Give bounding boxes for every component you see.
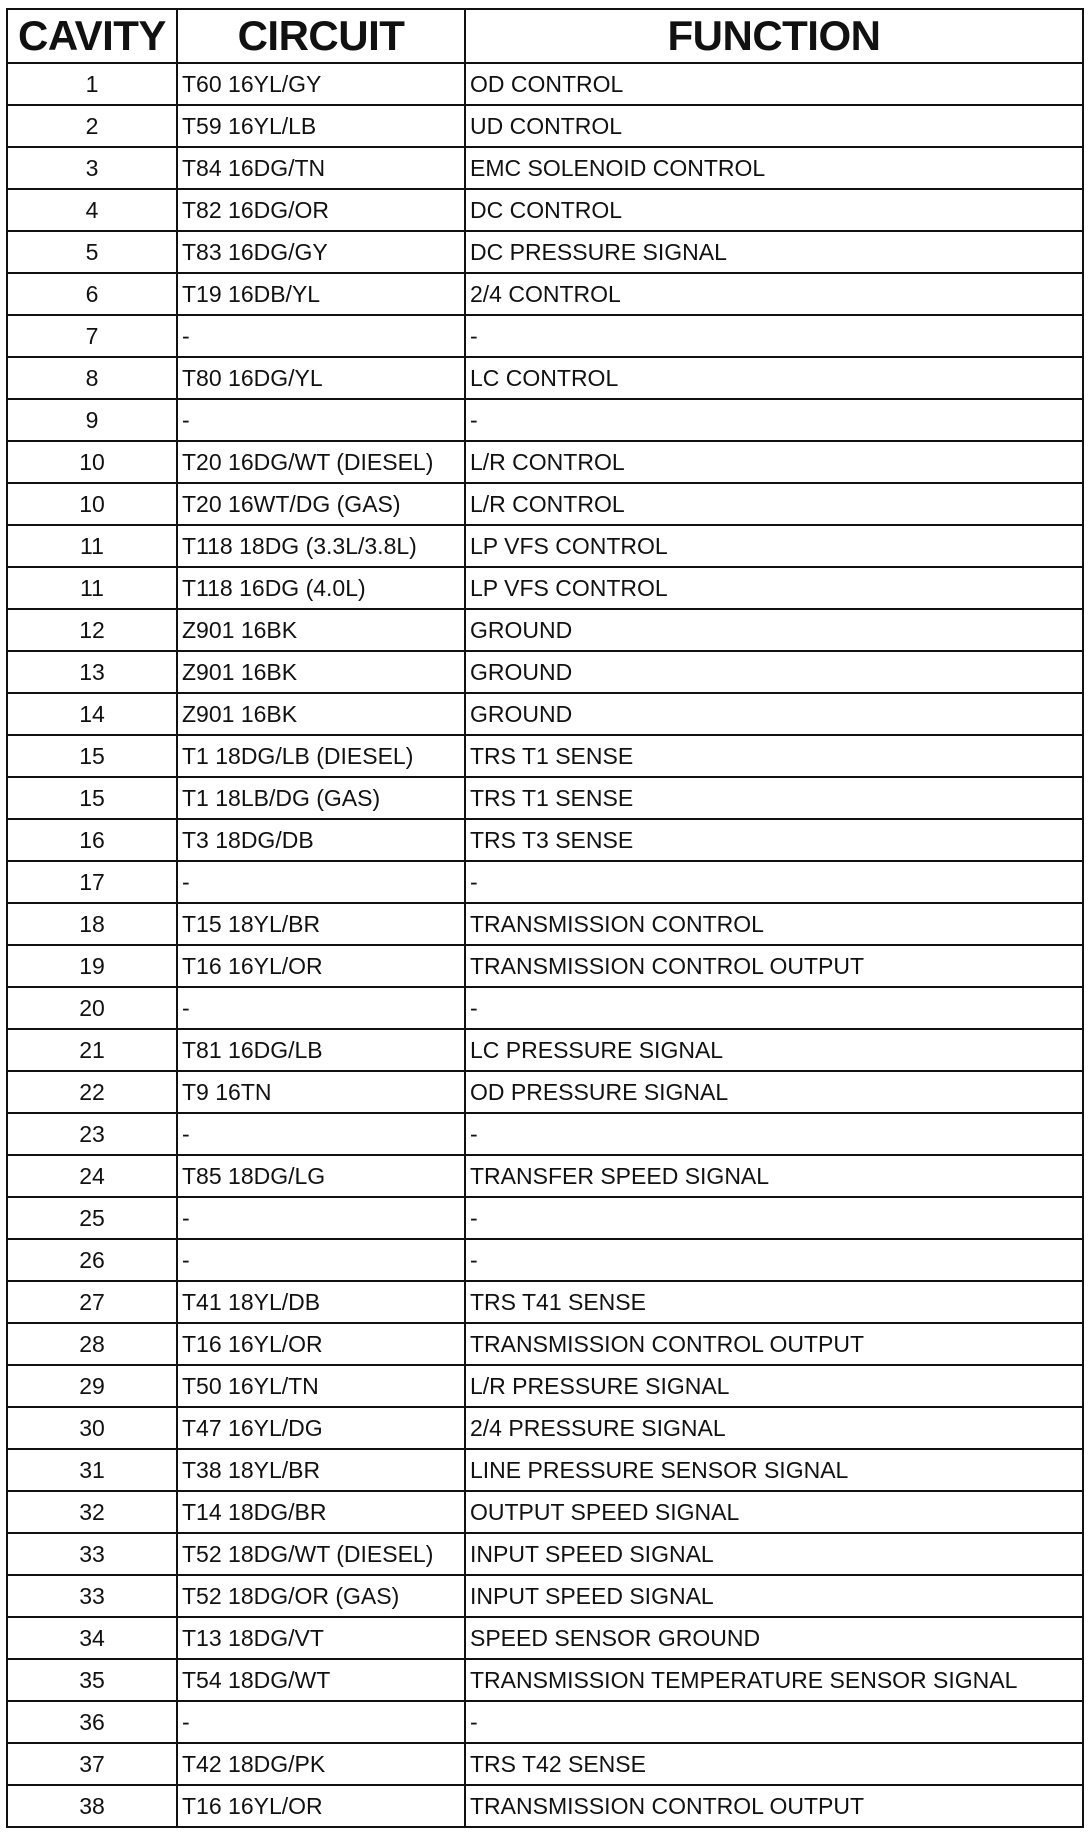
cavity-cell: 19: [7, 945, 177, 987]
circuit-cell: T118 16DG (4.0L): [177, 567, 465, 609]
circuit-cell: T1 18DG/LB (DIESEL): [177, 735, 465, 777]
function-cell: INPUT SPEED SIGNAL: [465, 1575, 1083, 1617]
table-row: [7, 1155, 1083, 1197]
cavity-cell: 23: [7, 1113, 177, 1155]
cavity-cell: 37: [7, 1743, 177, 1785]
circuit-cell: -: [177, 1197, 465, 1239]
circuit-cell: T14 18DG/BR: [177, 1491, 465, 1533]
table-row: [7, 105, 1083, 147]
function-cell: 2/4 CONTROL: [465, 273, 1083, 315]
table-row: [7, 483, 1083, 525]
circuit-cell: T16 16YL/OR: [177, 1323, 465, 1365]
function-cell: UD CONTROL: [465, 105, 1083, 147]
circuit-cell: Z901 16BK: [177, 693, 465, 735]
cavity-cell: 31: [7, 1449, 177, 1491]
pinout-table: [6, 8, 1084, 1828]
circuit-cell: T52 18DG/WT (DIESEL): [177, 1533, 465, 1575]
table-row: [7, 231, 1083, 273]
table-row: [7, 1533, 1083, 1575]
cavity-cell: 2: [7, 105, 177, 147]
function-cell: TRANSMISSION CONTROL OUTPUT: [465, 1785, 1083, 1827]
cavity-cell: 15: [7, 777, 177, 819]
cavity-cell: 6: [7, 273, 177, 315]
function-cell: TRANSMISSION CONTROL: [465, 903, 1083, 945]
circuit-cell: T84 16DG/TN: [177, 147, 465, 189]
circuit-cell: T13 18DG/VT: [177, 1617, 465, 1659]
cavity-cell: 36: [7, 1701, 177, 1743]
circuit-cell: T16 16YL/OR: [177, 1785, 465, 1827]
table-row: [7, 1407, 1083, 1449]
table-row: [7, 903, 1083, 945]
connector-pinout-sheet: [6, 8, 1082, 1828]
table-row: [7, 1659, 1083, 1701]
function-cell: GROUND: [465, 693, 1083, 735]
function-cell: -: [465, 1239, 1083, 1281]
circuit-cell: T52 18DG/OR (GAS): [177, 1575, 465, 1617]
circuit-cell: T41 18YL/DB: [177, 1281, 465, 1323]
function-cell: OUTPUT SPEED SIGNAL: [465, 1491, 1083, 1533]
table-row: [7, 1281, 1083, 1323]
table-row: [7, 693, 1083, 735]
cavity-cell: 13: [7, 651, 177, 693]
circuit-cell: T60 16YL/GY: [177, 63, 465, 105]
function-cell: -: [465, 1701, 1083, 1743]
cavity-cell: 26: [7, 1239, 177, 1281]
table-row: [7, 1449, 1083, 1491]
table-row: [7, 1323, 1083, 1365]
cavity-cell: 9: [7, 399, 177, 441]
table-row: [7, 357, 1083, 399]
table-row: [7, 987, 1083, 1029]
circuit-column-header: CIRCUIT: [177, 9, 465, 63]
cavity-cell: 27: [7, 1281, 177, 1323]
circuit-cell: T85 18DG/LG: [177, 1155, 465, 1197]
cavity-cell: 25: [7, 1197, 177, 1239]
cavity-cell: 28: [7, 1323, 177, 1365]
cavity-cell: 16: [7, 819, 177, 861]
cavity-cell: 10: [7, 441, 177, 483]
cavity-cell: 22: [7, 1071, 177, 1113]
function-cell: GROUND: [465, 651, 1083, 693]
circuit-cell: T16 16YL/OR: [177, 945, 465, 987]
function-cell: LC PRESSURE SIGNAL: [465, 1029, 1083, 1071]
table-row: [7, 861, 1083, 903]
cavity-cell: 17: [7, 861, 177, 903]
table-row: [7, 1029, 1083, 1071]
cavity-cell: 11: [7, 567, 177, 609]
circuit-cell: T15 18YL/BR: [177, 903, 465, 945]
circuit-cell: T82 16DG/OR: [177, 189, 465, 231]
table-row: [7, 945, 1083, 987]
function-cell: -: [465, 1113, 1083, 1155]
cavity-column-header: CAVITY: [7, 9, 177, 63]
table-row: [7, 777, 1083, 819]
table-row: [7, 1239, 1083, 1281]
circuit-cell: T50 16YL/TN: [177, 1365, 465, 1407]
cavity-cell: 29: [7, 1365, 177, 1407]
function-cell: OD PRESSURE SIGNAL: [465, 1071, 1083, 1113]
table-row: [7, 735, 1083, 777]
function-cell: TRS T1 SENSE: [465, 735, 1083, 777]
circuit-cell: -: [177, 1239, 465, 1281]
circuit-cell: T83 16DG/GY: [177, 231, 465, 273]
function-cell: TRANSMISSION CONTROL OUTPUT: [465, 1323, 1083, 1365]
function-cell: 2/4 PRESSURE SIGNAL: [465, 1407, 1083, 1449]
function-cell: -: [465, 399, 1083, 441]
function-cell: DC PRESSURE SIGNAL: [465, 231, 1083, 273]
cavity-cell: 11: [7, 525, 177, 567]
function-cell: LC CONTROL: [465, 357, 1083, 399]
function-cell: LINE PRESSURE SENSOR SIGNAL: [465, 1449, 1083, 1491]
table-row: [7, 1617, 1083, 1659]
function-cell: L/R CONTROL: [465, 483, 1083, 525]
circuit-cell: T81 16DG/LB: [177, 1029, 465, 1071]
circuit-cell: T54 18DG/WT: [177, 1659, 465, 1701]
function-cell: TRANSFER SPEED SIGNAL: [465, 1155, 1083, 1197]
function-cell: SPEED SENSOR GROUND: [465, 1617, 1083, 1659]
circuit-cell: Z901 16BK: [177, 651, 465, 693]
circuit-cell: T19 16DB/YL: [177, 273, 465, 315]
cavity-cell: 24: [7, 1155, 177, 1197]
function-cell: INPUT SPEED SIGNAL: [465, 1533, 1083, 1575]
cavity-cell: 30: [7, 1407, 177, 1449]
function-cell: OD CONTROL: [465, 63, 1083, 105]
circuit-cell: Z901 16BK: [177, 609, 465, 651]
cavity-cell: 33: [7, 1533, 177, 1575]
function-cell: -: [465, 315, 1083, 357]
table-row: [7, 1785, 1083, 1827]
function-cell: EMC SOLENOID CONTROL: [465, 147, 1083, 189]
circuit-cell: T1 18LB/DG (GAS): [177, 777, 465, 819]
circuit-cell: T20 16DG/WT (DIESEL): [177, 441, 465, 483]
table-row: [7, 1071, 1083, 1113]
function-cell: TRANSMISSION CONTROL OUTPUT: [465, 945, 1083, 987]
table-row: [7, 441, 1083, 483]
table-header: [7, 9, 1083, 63]
table-row: [7, 651, 1083, 693]
cavity-cell: 10: [7, 483, 177, 525]
table-row: [7, 189, 1083, 231]
table-row: [7, 1197, 1083, 1239]
circuit-cell: -: [177, 1113, 465, 1155]
function-column-header: FUNCTION: [465, 9, 1083, 63]
function-cell: -: [465, 987, 1083, 1029]
cavity-cell: 35: [7, 1659, 177, 1701]
table-row: [7, 609, 1083, 651]
table-row: [7, 525, 1083, 567]
circuit-cell: -: [177, 861, 465, 903]
function-cell: L/R PRESSURE SIGNAL: [465, 1365, 1083, 1407]
circuit-cell: -: [177, 315, 465, 357]
table-row: [7, 1365, 1083, 1407]
cavity-cell: 1: [7, 63, 177, 105]
table-row: [7, 819, 1083, 861]
cavity-cell: 34: [7, 1617, 177, 1659]
circuit-cell: T118 18DG (3.3L/3.8L): [177, 525, 465, 567]
cavity-cell: 12: [7, 609, 177, 651]
cavity-cell: 4: [7, 189, 177, 231]
circuit-cell: T38 18YL/BR: [177, 1449, 465, 1491]
function-cell: -: [465, 861, 1083, 903]
function-cell: TRS T41 SENSE: [465, 1281, 1083, 1323]
cavity-cell: 8: [7, 357, 177, 399]
header-row: [7, 9, 1083, 63]
circuit-cell: -: [177, 399, 465, 441]
table-row: [7, 1113, 1083, 1155]
table-row: [7, 63, 1083, 105]
table-row: [7, 147, 1083, 189]
circuit-cell: T80 16DG/YL: [177, 357, 465, 399]
table-row: [7, 399, 1083, 441]
circuit-cell: T9 16TN: [177, 1071, 465, 1113]
circuit-cell: T47 16YL/DG: [177, 1407, 465, 1449]
cavity-cell: 38: [7, 1785, 177, 1827]
table-row: [7, 273, 1083, 315]
cavity-cell: 33: [7, 1575, 177, 1617]
function-cell: L/R CONTROL: [465, 441, 1083, 483]
function-cell: TRS T42 SENSE: [465, 1743, 1083, 1785]
cavity-cell: 3: [7, 147, 177, 189]
function-cell: TRANSMISSION TEMPERATURE SENSOR SIGNAL: [465, 1659, 1083, 1701]
cavity-cell: 5: [7, 231, 177, 273]
table-row: [7, 1743, 1083, 1785]
function-cell: TRS T1 SENSE: [465, 777, 1083, 819]
function-cell: -: [465, 1197, 1083, 1239]
table-row: [7, 315, 1083, 357]
table-row: [7, 1701, 1083, 1743]
circuit-cell: -: [177, 987, 465, 1029]
table-row: [7, 1491, 1083, 1533]
table-row: [7, 1575, 1083, 1617]
cavity-cell: 7: [7, 315, 177, 357]
cavity-cell: 18: [7, 903, 177, 945]
function-cell: GROUND: [465, 609, 1083, 651]
cavity-cell: 15: [7, 735, 177, 777]
function-cell: LP VFS CONTROL: [465, 525, 1083, 567]
function-cell: LP VFS CONTROL: [465, 567, 1083, 609]
cavity-cell: 14: [7, 693, 177, 735]
circuit-cell: T42 18DG/PK: [177, 1743, 465, 1785]
cavity-cell: 32: [7, 1491, 177, 1533]
function-cell: TRS T3 SENSE: [465, 819, 1083, 861]
circuit-cell: -: [177, 1701, 465, 1743]
table-row: [7, 567, 1083, 609]
cavity-cell: 21: [7, 1029, 177, 1071]
circuit-cell: T20 16WT/DG (GAS): [177, 483, 465, 525]
circuit-cell: T59 16YL/LB: [177, 105, 465, 147]
table-body: [7, 63, 1083, 1827]
circuit-cell: T3 18DG/DB: [177, 819, 465, 861]
cavity-cell: 20: [7, 987, 177, 1029]
function-cell: DC CONTROL: [465, 189, 1083, 231]
